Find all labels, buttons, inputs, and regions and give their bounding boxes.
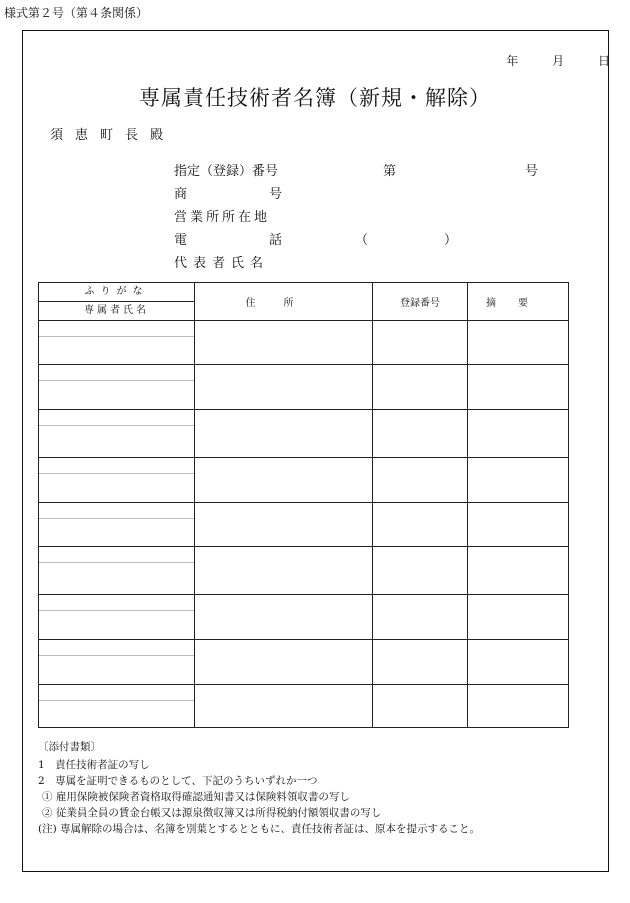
phone-paren-close: ） [444, 233, 458, 248]
remarks-cell[interactable] [468, 458, 569, 503]
remarks-cell[interactable] [468, 410, 569, 458]
designation-number-label: 指定（登録）番号 [174, 164, 279, 179]
table-row [39, 410, 569, 458]
table-row [39, 640, 569, 685]
name-cell[interactable] [39, 321, 195, 365]
table-row [39, 365, 569, 410]
form-number-label: 様式第２号（第４条関係） [4, 6, 149, 20]
trade-name-label: 商 号 [174, 187, 282, 202]
furigana-field[interactable] [39, 640, 194, 656]
furigana-field[interactable] [39, 410, 194, 426]
furigana-field[interactable] [39, 595, 194, 611]
furigana-field[interactable] [39, 458, 194, 474]
reg-number-header: 登録番号 [373, 283, 468, 321]
name-cell[interactable] [39, 640, 195, 685]
attachment-item-2-1: ① 雇用保険被保険者資格取得確認通知書又は保険料領収書の写し [42, 791, 350, 803]
reg-number-cell[interactable] [373, 503, 468, 547]
name-header: 専属者氏名 [84, 305, 149, 316]
attachments-heading: 〔添付書類〕 [38, 741, 101, 753]
address-cell[interactable] [195, 685, 373, 728]
phone-paren-open: （ [355, 233, 369, 248]
date-line [506, 52, 610, 69]
phone-label: 電 話 [174, 233, 282, 248]
attachment-item-2: 2 専属を証明できるものとして、下記のうちいずれか一つ [38, 775, 318, 787]
address-cell[interactable] [195, 503, 373, 547]
remarks-cell[interactable] [468, 547, 569, 595]
representative-label: 代表者氏名 [174, 256, 270, 271]
registry-table [38, 282, 569, 728]
address-cell[interactable] [195, 595, 373, 640]
remarks-cell[interactable] [468, 685, 569, 728]
attachment-item-2-2: ② 従業員全員の賃金台帳又は源泉徴収簿又は所得税納付額領収書の写し [42, 807, 382, 819]
name-cell[interactable] [39, 503, 195, 547]
attachment-item-1: 1 責任技術者証の写し [38, 759, 150, 771]
furigana-field[interactable] [39, 321, 194, 337]
address-cell[interactable] [195, 458, 373, 503]
table-row [39, 458, 569, 503]
table-row [39, 503, 569, 547]
reg-number-cell[interactable] [373, 640, 468, 685]
remarks-cell[interactable] [468, 503, 569, 547]
name-header-cell [39, 283, 195, 321]
table-row [39, 321, 569, 365]
reg-number-cell[interactable] [373, 595, 468, 640]
name-cell[interactable] [39, 458, 195, 503]
reg-number-cell[interactable] [373, 458, 468, 503]
table-row [39, 685, 569, 728]
date-month: 月 [552, 54, 565, 68]
furigana-field[interactable] [39, 685, 194, 701]
name-cell[interactable] [39, 410, 195, 458]
name-cell[interactable] [39, 595, 195, 640]
remarks-header: 摘要 [468, 283, 569, 321]
address-cell[interactable] [195, 410, 373, 458]
name-cell[interactable] [39, 547, 195, 595]
reg-number-cell[interactable] [373, 321, 468, 365]
remarks-cell[interactable] [468, 321, 569, 365]
attachment-note: (注) 専属解除の場合は、名簿を別葉とするとともに、責任技術者証は、原本を提示すること。 [38, 823, 481, 835]
furigana-field[interactable] [39, 503, 194, 519]
remarks-cell[interactable] [468, 595, 569, 640]
furigana-field[interactable] [39, 365, 194, 381]
date-year: 年 [506, 54, 519, 68]
furigana-field[interactable] [39, 547, 194, 563]
name-cell[interactable] [39, 365, 195, 410]
table-row [39, 547, 569, 595]
remarks-cell[interactable] [468, 640, 569, 685]
office-location-label: 営業所所在地 [174, 210, 271, 225]
reg-number-cell[interactable] [373, 365, 468, 410]
page-title: 専属責任技術者名簿（新規・解除） [139, 86, 491, 110]
address-cell[interactable] [195, 321, 373, 365]
address-cell[interactable] [195, 547, 373, 595]
address-cell[interactable] [195, 640, 373, 685]
reg-number-cell[interactable] [373, 410, 468, 458]
table-header-row [39, 283, 569, 321]
address-header: 住所 [195, 283, 373, 321]
remarks-cell[interactable] [468, 365, 569, 410]
address-cell[interactable] [195, 365, 373, 410]
reg-number-cell[interactable] [373, 547, 468, 595]
name-cell[interactable] [39, 685, 195, 728]
table-row [39, 595, 569, 640]
designation-suffix: 号 [525, 164, 539, 179]
reg-number-cell[interactable] [373, 685, 468, 728]
date-day: 日 [597, 54, 610, 68]
designation-prefix: 第 [383, 164, 397, 179]
furigana-header: ふりがな [39, 283, 194, 302]
addressee: 須恵町長殿 [50, 128, 176, 143]
